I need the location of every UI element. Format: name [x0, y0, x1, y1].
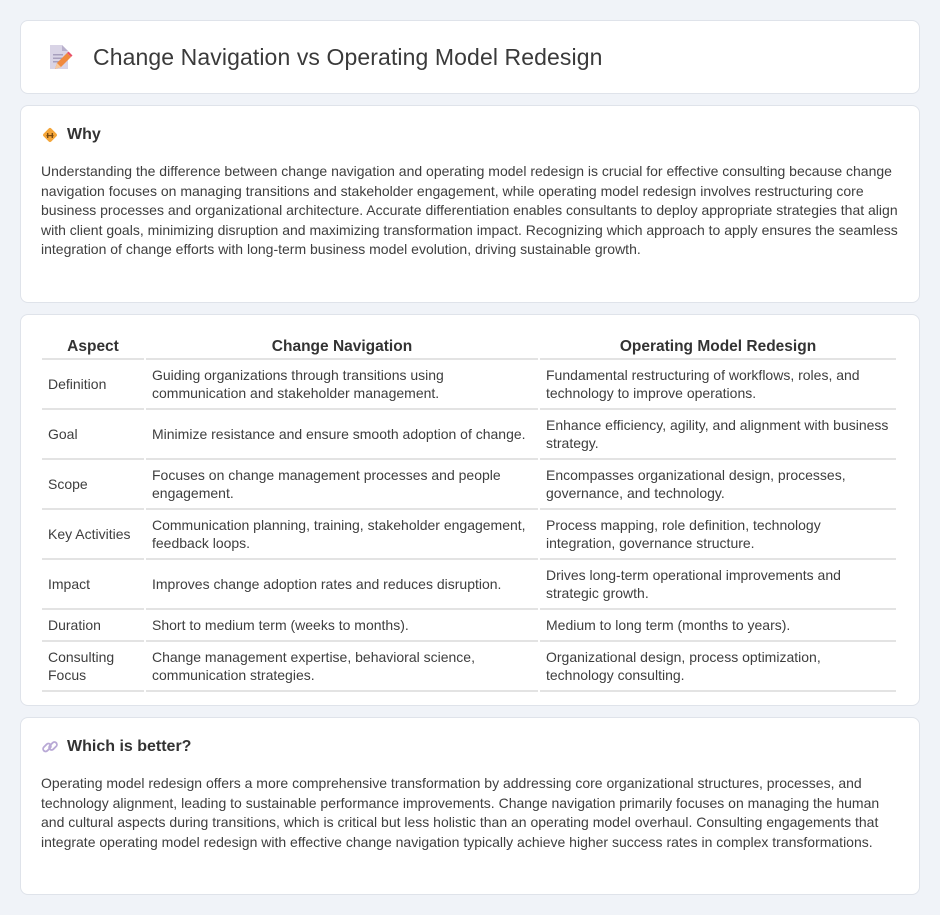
comparison-section	[20, 314, 920, 706]
aspect-cell: Consulting Focus	[42, 642, 144, 692]
better-heading	[41, 738, 899, 756]
change-navigation-cell: Communication planning, training, stakeholder engagement, feedback loops.	[146, 510, 538, 560]
table-row	[42, 510, 896, 560]
header-card	[20, 20, 920, 94]
operating-model-cell: Fundamental restructuring of workflows, roles, and technology to improve operations.	[540, 360, 896, 410]
table-row	[42, 610, 896, 642]
change-navigation-cell: Improves change adoption rates and reduces disruption.	[146, 560, 538, 610]
link-icon	[41, 738, 59, 756]
aspect-cell: Definition	[42, 360, 144, 410]
aspect-cell: Goal	[42, 410, 144, 460]
table-row	[42, 410, 896, 460]
which-is-better-section	[20, 717, 920, 895]
aspect-cell: Key Activities	[42, 510, 144, 560]
change-navigation-cell: Change management expertise, behavioral science, communication strategies.	[146, 642, 538, 692]
memo-pencil-icon	[45, 42, 75, 72]
why-text: Understanding the difference between change navigation and operating model redesign is crucial for effective consulting because change navigation focuses on managing transitions and stakeholder engagement, while operating model redesign involves restructuring core business processes and organizational architecture. Accurate differentiation enables consultants to deploy appropriate strategies that align with client goals, minimizing disruption and maximizing transformation impact. Recognizing which approach to apply ensures the seamless integration of change efforts with long-term business model evolution, driving sustainable growth.	[41, 163, 898, 257]
table-row	[42, 560, 896, 610]
change-navigation-cell: Short to medium term (weeks to months).	[146, 610, 538, 642]
construction-sign-icon	[41, 126, 59, 144]
header-operating-model-redesign: Operating Model Redesign	[540, 334, 896, 360]
operating-model-cell: Encompasses organizational design, processes, governance, and technology.	[540, 460, 896, 510]
header-change-navigation: Change Navigation	[146, 334, 538, 360]
table-row	[42, 642, 896, 692]
operating-model-cell: Drives long-term operational improvements and strategic growth.	[540, 560, 896, 610]
header-aspect: Aspect	[42, 334, 144, 360]
aspect-cell: Scope	[42, 460, 144, 510]
aspect-cell: Impact	[42, 560, 144, 610]
aspect-cell: Duration	[42, 610, 144, 642]
better-text: Operating model redesign offers a more comprehensive transformation by addressing core organizational structures, processes, and technology alignment, leading to sustainable performance improvements. Change navigation primarily focuses on managing the human and cultural aspects during transitions, which is critical but less holistic than an operating model overhaul. Consulting engagements that integrate operating model redesign with effective change navigation typically achieve higher success rates in complex transformations.	[41, 775, 880, 850]
better-title: Which is better?	[67, 738, 192, 755]
operating-model-cell: Enhance efficiency, agility, and alignment with business strategy.	[540, 410, 896, 460]
why-heading	[41, 126, 899, 144]
table-row	[42, 360, 896, 410]
change-navigation-cell: Guiding organizations through transitions using communication and stakeholder management.	[146, 360, 538, 410]
change-navigation-cell: Minimize resistance and ensure smooth adoption of change.	[146, 410, 538, 460]
operating-model-cell: Medium to long term (months to years).	[540, 610, 896, 642]
table-header-row	[42, 334, 896, 360]
operating-model-cell: Organizational design, process optimization, technology consulting.	[540, 642, 896, 692]
table-row	[42, 460, 896, 510]
page-title: Change Navigation vs Operating Model Redesign	[93, 43, 603, 70]
operating-model-cell: Process mapping, role definition, technology integration, governance structure.	[540, 510, 896, 560]
why-section	[20, 105, 920, 303]
comparison-table	[40, 334, 898, 692]
change-navigation-cell: Focuses on change management processes and people engagement.	[146, 460, 538, 510]
why-title: Why	[67, 126, 101, 143]
